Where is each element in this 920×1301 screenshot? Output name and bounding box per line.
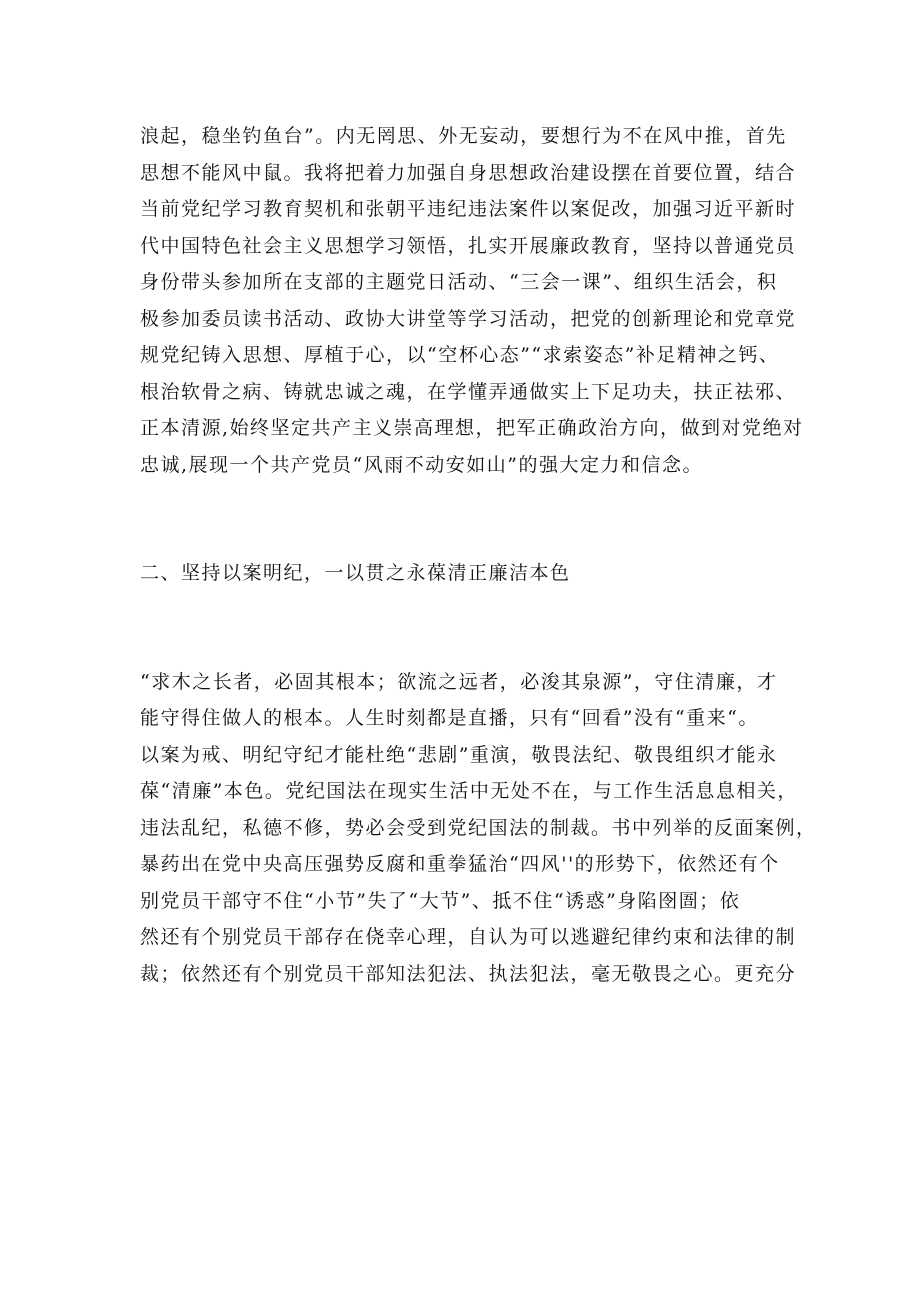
text-line: 违法乱纪，私德不修，势必会受到党纪国法的制裁。书中列举的反面案例， (140, 816, 817, 839)
text-line: 根治软骨之病、铸就忠诚之魂，在学懂弄通做实上下足功夫，扶正祛邪、 (140, 380, 797, 403)
text-line: 代中国特色社会主义思想学习领悟，扎实开展廉政教育，坚持以普通党员 (140, 234, 797, 257)
text-line: 裁；依然还有个别党员干部知法犯法、执法犯法，毫无敬畏之心。更充分 (140, 962, 797, 985)
text-line: 身份带头参加所在支部的主题党日活动、“三会一课”、组织生活会，积 (140, 271, 778, 293)
section-heading: 二、坚持以案明纪，一以贯之永葆清正廉洁本色 (140, 562, 571, 584)
text-line: “求木之长者，必固其根本；欲流之远者，必浚其泉源”，守住清廉，才 (140, 670, 778, 693)
text-line: 然还有个别党员干部存在侥幸心理，自认为可以逃避纪律约束和法律的制 (140, 926, 797, 948)
text-line: 浪起，稳坐钓鱼台”。内无罔思、外无妄动，要想行为不在风中推，首先 (140, 125, 787, 147)
text-line: 思想不能风中鼠。我将把着力加强自身思想政治建设摆在首要位置，结合 (140, 161, 797, 184)
paragraph-1 (140, 118, 804, 483)
text-line: 忠诚,展现一个共产党员“风雨不动安如山”的强大定力和信念。 (140, 453, 703, 476)
text-line: 以案为戒、明纪守纪才能杜绝“悲剧”重演，敬畏法纪、敬畏组织才能永 (140, 743, 778, 766)
text-line: 葆“清廉”本色。党纪国法在现实生活中无处不在，与工作生活息息相关， (140, 780, 798, 802)
text-line: 当前党纪学习教育契机和张朝平违纪违法案件以案促改，加强习近平新时 (140, 198, 797, 220)
text-line: 规党纪铸入思想、厚植于心，以“空杯心态”“求索姿态”补足精神之钙、 (140, 344, 780, 366)
text-line: 极参加委员读书活动、政协大讲堂等学习活动，把党的创新理论和党章党 (140, 307, 797, 330)
text-line: 正本清源,始终坚定共产主义崇高理想，把军正确政治方向，做到对党绝对 (140, 417, 804, 439)
document-body (140, 118, 817, 992)
paragraph-2 (140, 664, 817, 993)
text-line: 能守得住做人的根本。人生时刻都是直播，只有“回看”没有“重来“。 (140, 707, 759, 729)
text-line: 别党员干部守不住“小节”失了“大节”、抵不住“诱惑”身陷囹圄；依 (140, 889, 741, 912)
text-line: 暴药出在党中央高压强势反腐和重拳猛治“四风''的形势下，依然还有个 (140, 853, 780, 875)
